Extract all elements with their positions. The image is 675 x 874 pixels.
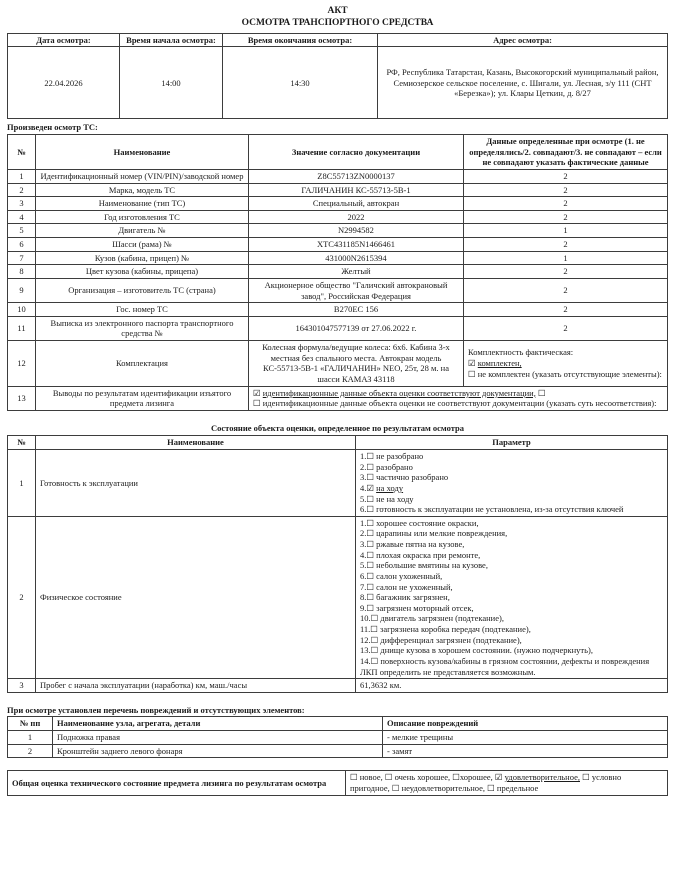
cell-num: 2 (8, 183, 36, 197)
header-date: Дата осмотра: (8, 33, 120, 47)
checkbox-option: 6.☐ готовность к эксплуатации не установлена, из-за отсутствия ключей (360, 504, 624, 515)
header-name: Наименование (36, 436, 356, 450)
cell-value: 2022 (249, 210, 464, 224)
cell-result: 1 (464, 224, 668, 238)
checkbox-option: 2.☐ разобрано (360, 461, 413, 472)
table-row (8, 197, 668, 211)
cell-name: Кузов (кабина, прицеп) № (36, 251, 249, 265)
cell-num: 1 (8, 169, 36, 183)
cell-num: 1 (8, 731, 53, 745)
cell-num: 3 (8, 197, 36, 211)
cell-result: 2 (464, 278, 668, 302)
cell-value: Желтый (249, 265, 464, 279)
cell-damage-desc: - мелкие трещины (383, 731, 668, 745)
cell-name: Готовность к эксплуатации (36, 450, 356, 517)
title-line2: ОСМОТРА ТРАНСПОРТНОГО СРЕДСТВА (241, 17, 434, 28)
checkbox-option-complete (468, 358, 663, 369)
cell-num: 1 (8, 450, 36, 517)
overall-rating-options (346, 771, 668, 795)
cell-name: Комплектация (36, 341, 249, 387)
cell-value: 431000N2615394 (249, 251, 464, 265)
cell-name: Организация – изготовитель ТС (страна) (36, 278, 249, 302)
cell-part-name: Кронштейн заднего левого фонаря (53, 744, 383, 758)
table-header-row (8, 436, 668, 450)
table-row (8, 47, 668, 119)
cell-num: 6 (8, 238, 36, 252)
header-address: Адрес осмотра: (378, 33, 668, 47)
table-header-row (8, 33, 668, 47)
checkbox-unchecked-icon: ☐ (535, 387, 546, 398)
checkbox-option: 8.☐ багажник загрязнен, (360, 592, 450, 603)
cell-value: Z8C55713ZN0000137 (249, 169, 464, 183)
header-end-time: Время окончания осмотра: (223, 33, 378, 47)
checkbox-option: 13.☐ днище кузова в хорошем состоянии. (нужно подчеркнуть), (360, 645, 593, 656)
damage-table (7, 716, 668, 758)
cell-mileage-value: 61,3632 км. (356, 679, 668, 693)
table-row (8, 251, 668, 265)
table-row (8, 238, 668, 252)
condition-section-title: Состояние объекта оценки, определенное по результатам осмотра (211, 422, 464, 433)
damage-section-label: При осмотре установлен перечень повреждений и отсутствующих элементов: (7, 704, 305, 715)
checkbox-option: 6.☐ салон ухоженный, (360, 570, 443, 581)
cell-name: Наименование (тип ТС) (36, 197, 249, 211)
table-row (8, 771, 668, 795)
cell-result: 1 (464, 251, 668, 265)
header-damage-desc: Описание повреждений (383, 717, 668, 731)
checkbox-option: 5.☐ небольшие вмятины на кузове, (360, 560, 488, 571)
vehicle-data-table (7, 134, 668, 411)
table-row-conclusions (8, 386, 668, 410)
checked-option-label: идентификационные данные объекта оценки соответствуют документации, (262, 387, 536, 398)
table-row (8, 210, 668, 224)
title-line1: АКТ (327, 6, 348, 16)
cell-num: 5 (8, 224, 36, 238)
cell-num: 7 (8, 251, 36, 265)
cell-num: 9 (8, 278, 36, 302)
cell-result: 2 (464, 303, 668, 317)
checkbox-option: 1.☐ хорошее состояние окраски, (360, 517, 479, 528)
checkbox-option: 2.☐ царапины или мелкие повреждения, (360, 528, 508, 539)
cell-value: В270ЕС 156 (249, 303, 464, 317)
table-row (8, 303, 668, 317)
cell-name: Цвет кузова (кабины, прицепа) (36, 265, 249, 279)
checkbox-option: 1.☐ не разобрано (360, 451, 424, 461)
checkbox-option: 3.☐ частично разобрано (360, 472, 449, 483)
cell-num: 10 (8, 303, 36, 317)
cell-name: Шасси (рама) № (36, 238, 249, 252)
checkbox-option: 10.☐ двигатель загрязнен (подтекание), (360, 613, 504, 624)
checkbox-option: 14.☐ поверхность кузова/кабины в грязном состоянии, дефекты и повреждения ЛКП определить не представляется возможным. (360, 655, 650, 677)
inspection-meta-table (7, 33, 668, 120)
checkbox-option: 11.☐ загрязнена коробка передач (подтекание), (360, 624, 531, 634)
checkbox-options-prefix: ☐ новое, ☐ очень хорошее, ☐хорошее, ☑ (350, 772, 505, 783)
table-row-physical (8, 516, 668, 678)
table-row-readiness (8, 450, 668, 517)
cell-value: Колесная формула/ведущие колеса: 6х6. Кабина 3-х местная без спального места. Автокран модель КС-55713-5В-1 «ГАЛИЧАНИН» NEO, 25т, 28 м. на шасси КАМАЗ 43118 (249, 341, 464, 387)
document-title (7, 6, 668, 30)
table-row (8, 744, 668, 758)
table-row-komplektacia (8, 341, 668, 387)
checked-option-label: на ходу (376, 482, 404, 493)
overall-rating-label: Общая оценка технического состояние предмета лизинга по результатам осмотра (8, 771, 346, 795)
header-part-name: Наименование узла, агрегата, детали (53, 717, 383, 731)
cell-options (356, 450, 668, 517)
cell-end-time: 14:30 (223, 47, 378, 119)
cell-damage-desc: - замят (383, 744, 668, 758)
header-doc-value: Значение согласно документации (249, 135, 464, 170)
cell-value: XTC431185N1466461 (249, 238, 464, 252)
cell-value: Специальный, автокран (249, 197, 464, 211)
cell-name: Марка, модель ТС (36, 183, 249, 197)
cell-value: 164301047577139 от 27.06.2022 г. (249, 316, 464, 340)
checkbox-option-mismatch: ☐ идентификационные данные объекта оценки не соответствуют документации (указать суть несоответствия): (253, 398, 657, 409)
cell-value: ГАЛИЧАНИН КС-55713-5В-1 (249, 183, 464, 197)
header-inspection-result: Данные определенные при осмотре (1. не определялись/2. совпадают/3. не совпадают – если не совпадают указать фактические данные (464, 135, 668, 170)
cell-num: 3 (8, 679, 36, 693)
table-row (8, 169, 668, 183)
cell-name: Год изготовления ТС (36, 210, 249, 224)
cell-part-name: Подножка правая (53, 731, 383, 745)
cell-num: 2 (8, 744, 53, 758)
checkbox-option: 3.☐ ржавые пятна на кузове, (360, 539, 465, 549)
checkbox-option: 5.☐ не на ходу (360, 493, 414, 504)
ts-section-label: Произведен осмотр ТС: (7, 122, 98, 133)
cell-num: 2 (8, 516, 36, 678)
table-row (8, 224, 668, 238)
checkbox-option: 12.☐ дифференциал загрязнен (подтекание), (360, 634, 522, 645)
checkbox-checked-icon: ☑ (468, 357, 478, 368)
cell-value: N2994582 (249, 224, 464, 238)
cell-address: РФ, Республика Татарстан, Казань, Высокогорский муниципальный район, Семиозерское сельское поселение, с. Шигали, ул. Лесная, з/у 111 (СНТ «Березка»); ул. Клары Цеткин, д. 8/27 (378, 47, 668, 119)
checkbox-option-incomplete: ☐ не комплектен (указать отсутствующие элементы): (468, 368, 662, 379)
table-row (8, 265, 668, 279)
cell-result: 2 (464, 169, 668, 183)
header-num: № пп (8, 717, 53, 731)
cell-name: Пробег с начала эксплуатации (наработка) км, маш./часы (36, 679, 356, 693)
cell-value: Акционерное общество "Галичский автокрановый завод", Российская Федерация (249, 278, 464, 302)
checkbox-option: 7.☐ салон не ухоженный, (360, 581, 453, 592)
cell-name: Выписка из электронного паспорта транспортного средства № (36, 316, 249, 340)
cell-date: 22.04.2026 (8, 47, 120, 119)
cell-options (356, 516, 668, 678)
header-num: № (8, 135, 36, 170)
header-name: Наименование (36, 135, 249, 170)
checkbox-option-checked (360, 483, 663, 494)
cell-result: 2 (464, 316, 668, 340)
table-row-mileage (8, 679, 668, 693)
checkbox-option: 4.☐ плохая окраска при ремонте, (360, 549, 481, 560)
cell-name: Гос. номер ТС (36, 303, 249, 317)
checkbox-option: 9.☐ загрязнен моторный отсек, (360, 602, 474, 613)
table-row (8, 183, 668, 197)
checked-option-label: комплектен, (477, 357, 522, 368)
cell-result: 2 (464, 265, 668, 279)
cell-num: 13 (8, 386, 36, 410)
table-header-row (8, 717, 668, 731)
completeness-label: Комплектность фактическая: (468, 347, 574, 358)
checkbox-option-match (253, 388, 663, 399)
overall-rating-table (7, 770, 668, 795)
cell-result: 2 (464, 197, 668, 211)
cell-num: 11 (8, 316, 36, 340)
checkbox-checked-icon: ☑ (253, 387, 263, 398)
cell-num: 12 (8, 341, 36, 387)
cell-result: 2 (464, 183, 668, 197)
condition-table (7, 435, 668, 692)
cell-start-time: 14:00 (120, 47, 223, 119)
table-header-row (8, 135, 668, 170)
cell-name: Двигатель № (36, 224, 249, 238)
header-num: № (8, 436, 36, 450)
cell-name: Идентификационный номер (VIN/PIN)/заводской номер (36, 169, 249, 183)
cell-result: 2 (464, 238, 668, 252)
header-param: Параметр (356, 436, 668, 450)
checked-option-label: удовлетворительное, (504, 772, 580, 783)
table-row (8, 731, 668, 745)
cell-num: 8 (8, 265, 36, 279)
cell-result: 2 (464, 210, 668, 224)
header-start-time: Время начала осмотра: (120, 33, 223, 47)
checkbox-checked-icon: 4.☑ (360, 482, 377, 493)
table-row (8, 278, 668, 302)
cell-name: Выводы по результатам идентификации изъятого предмета лизинга (36, 386, 249, 410)
cell-result-checkboxes (464, 341, 668, 387)
checkbox-options-suffix: ☐ условно пригодное, ☐ неудовлетворительное, ☐ предельное (350, 772, 622, 793)
table-row (8, 316, 668, 340)
cell-conclusion-checkboxes (249, 386, 668, 410)
cell-name: Физическое состояние (36, 516, 356, 678)
cell-num: 4 (8, 210, 36, 224)
